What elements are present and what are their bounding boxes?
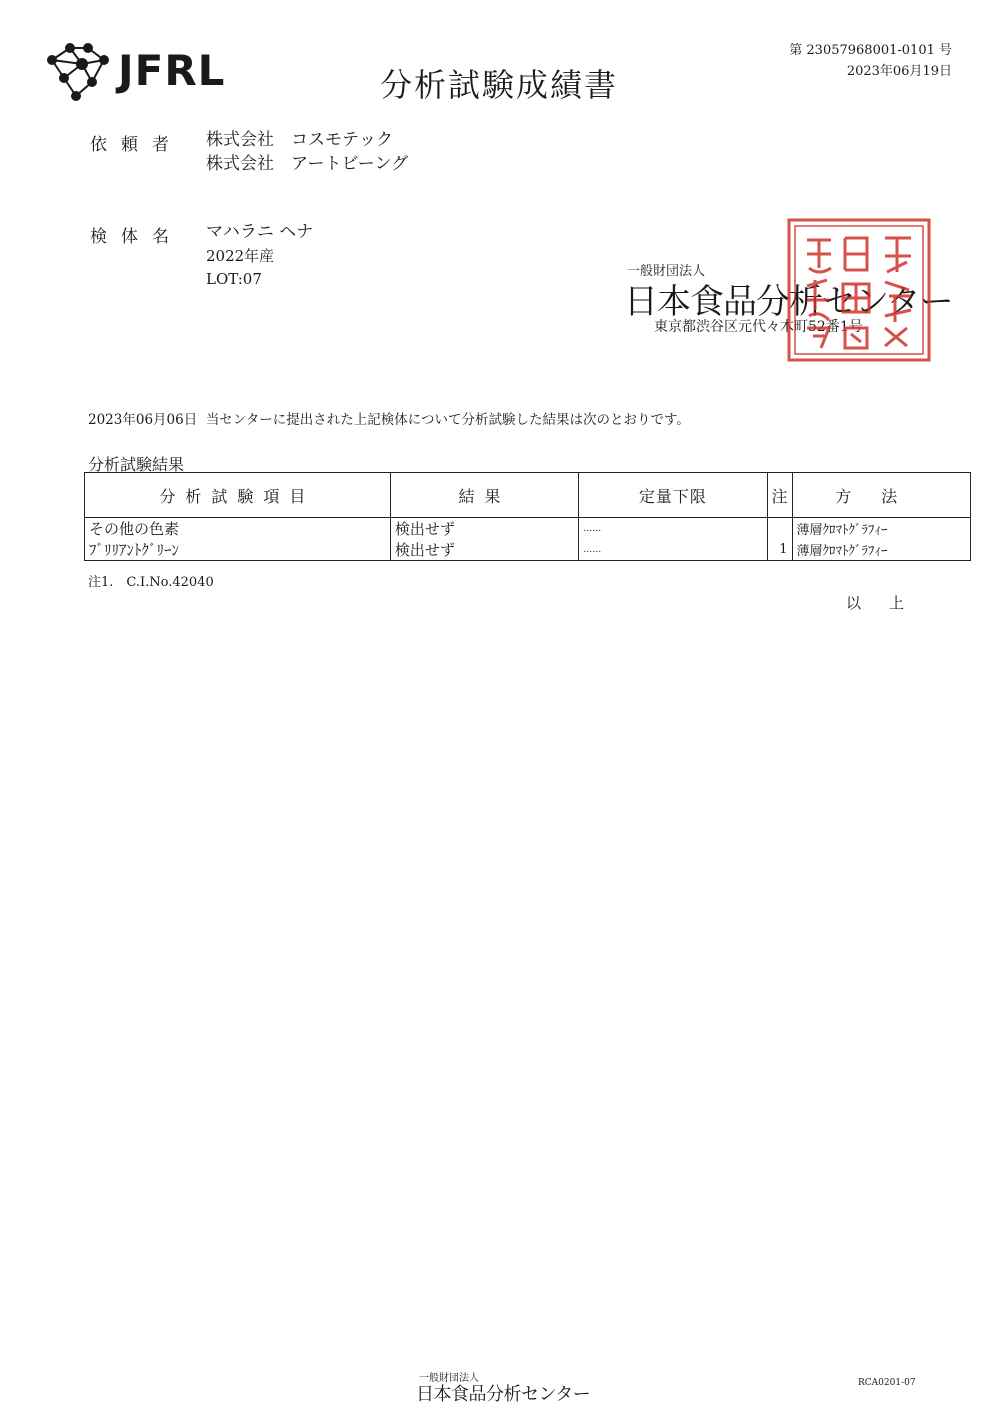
document-meta [789,40,952,82]
table-row [85,518,971,540]
row-method: 薄層ｸﾛﾏﾄｸﾞﾗﾌｨｰ [792,518,970,540]
intro-text: 当センターに提出された上記検体について分析試験した結果は次のとおりです。 [205,412,690,428]
footnote: 注1. C.I.No.42040 [88,575,214,590]
specimen-year: 2022年産 [206,247,275,265]
row-item: ﾌﾞﾘﾘｱﾝﾄｸﾞﾘｰﾝ [85,539,391,561]
submission-date: 2023年06月06日 [88,412,198,428]
specimen-name: マハラニ ヘナ [206,222,314,242]
header-method: 方法 [792,473,970,518]
closing-mark: 以上 [846,594,933,612]
document-title: 分析試験成績書 [380,66,619,104]
row-item: その他の色素 [85,518,391,540]
organization-type: 一般財団法人 [627,264,706,279]
organization-name: 日本食品分析センター [624,282,953,322]
header-loq: 定量下限 [579,473,767,518]
row-method: 薄層ｸﾛﾏﾄｸﾞﾗﾌｨｰ [792,539,970,561]
row-loq: …… [579,539,767,561]
intro-sentence [88,408,690,428]
requester-line-1: 株式会社 コスモテック [206,130,393,150]
official-seal-icon [785,216,933,364]
table-header-row [85,473,971,518]
row-result: 検出せず [390,518,578,540]
specimen-label: 検体名 [90,227,183,247]
logo-text: JFRL [118,46,226,95]
row-loq: …… [579,518,767,540]
specimen-lot: LOT:07 [206,270,262,288]
results-section-title: 分析試験結果 [88,455,185,474]
document-number: 第 23057968001-0101 号 [789,43,952,58]
network-logo-icon [42,40,122,104]
footer-org-name: 日本食品分析センター [416,1384,591,1405]
requester-line-2: 株式会社 アートビーング [206,154,409,174]
header-result: 結果 [390,473,578,518]
form-code: RCA0201-07 [858,1378,916,1388]
document-date: 2023年06月19日 [846,64,952,79]
row-note [767,518,792,540]
table-row [85,539,971,561]
row-result: 検出せず [390,539,578,561]
organization-address: 東京都渋谷区元代々木町52番1号 [654,319,863,335]
jfrl-logo [42,40,242,104]
row-note: 1 [767,539,792,561]
requester-label: 依頼者 [90,135,183,155]
header-item: 分析試験項目 [85,473,391,518]
footer-org-type: 一般財団法人 [419,1373,479,1384]
results-table [84,472,971,561]
header-note: 注 [767,473,792,518]
